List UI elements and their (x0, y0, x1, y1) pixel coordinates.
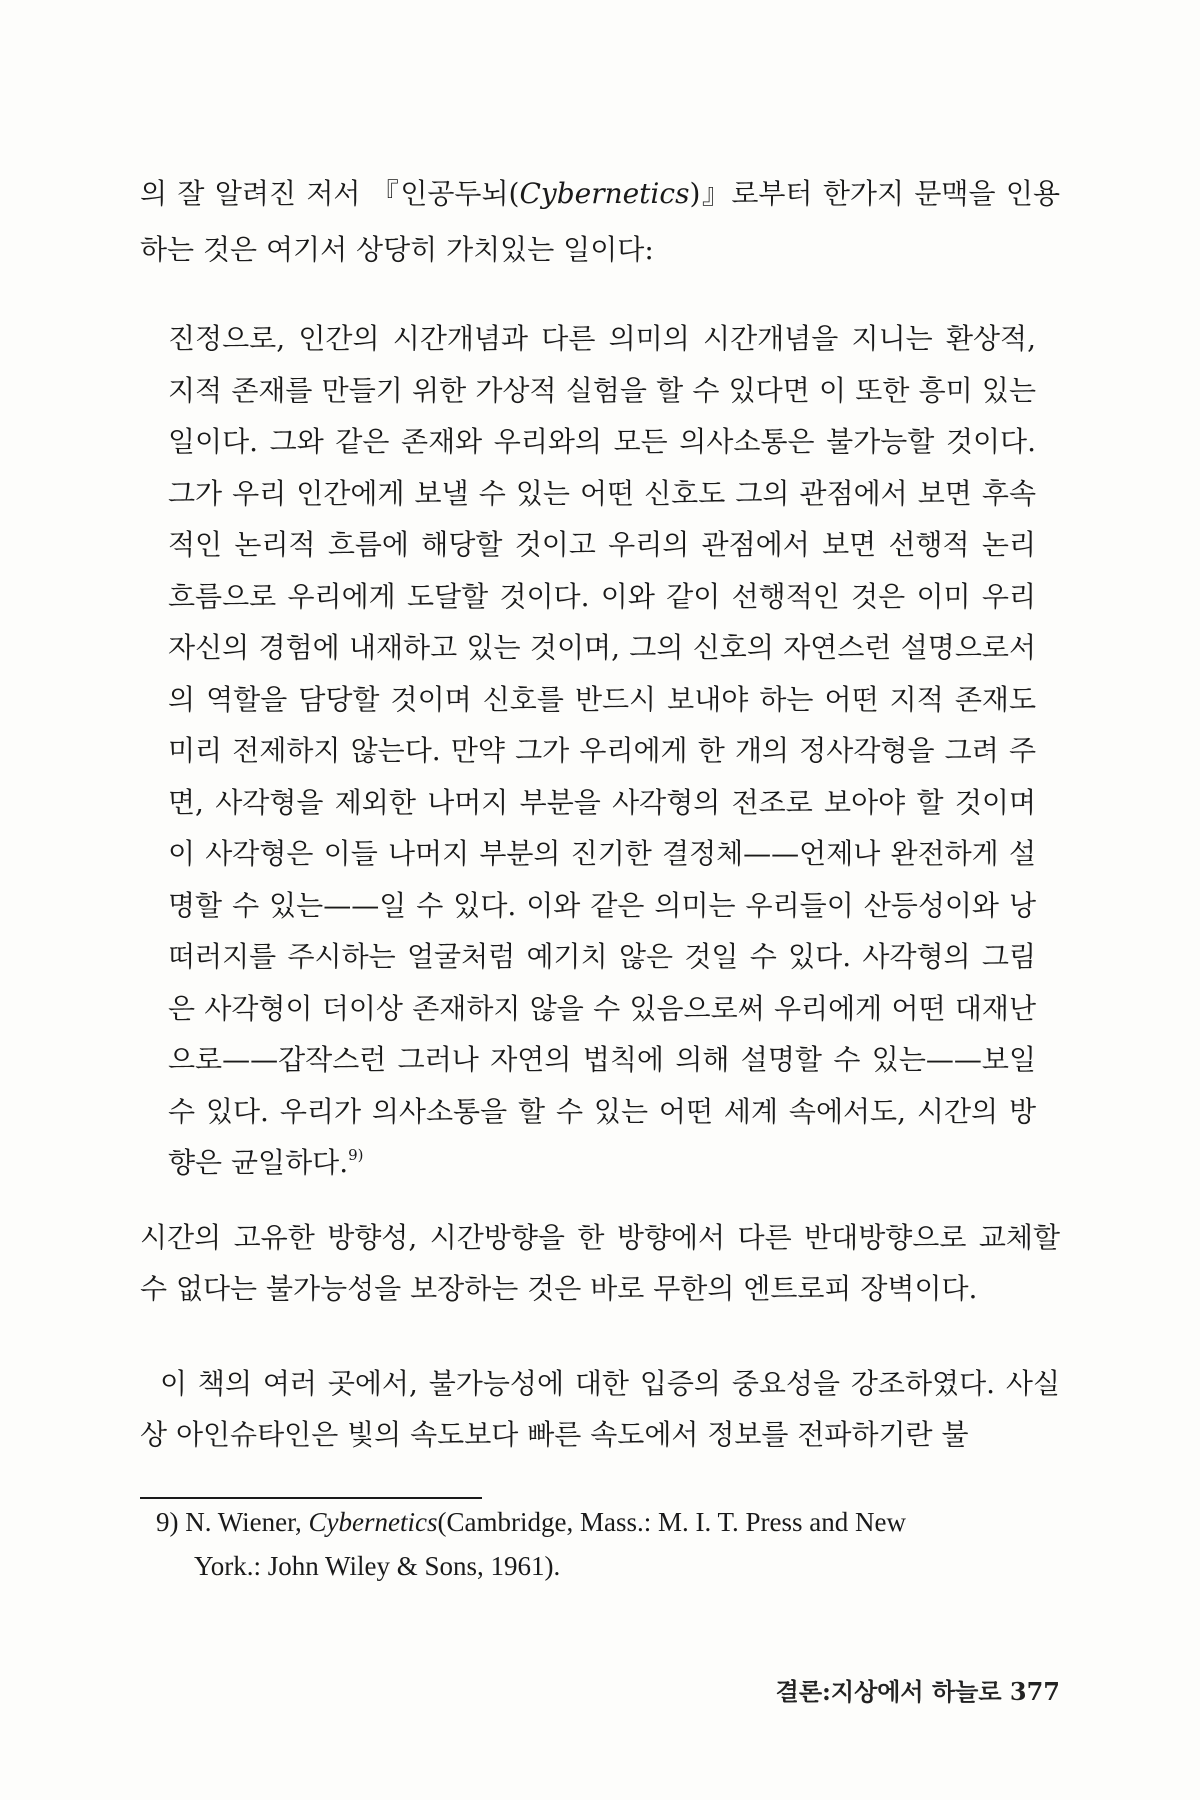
footnote (156, 1500, 1076, 1588)
intro-text-start: 의 잘 알려진 저서 『인공두뇌( (140, 177, 520, 210)
block-quotation (168, 313, 1036, 1189)
footnote-author: N. Wiener, (185, 1507, 302, 1537)
body-paragraph-1: 시간의 고유한 방향성, 시간방향을 한 방향에서 다른 반대방향으로 교체할 수 없다는 불가능성을 보장하는 것은 바로 무한의 엔트로피 장벽이다. (140, 1221, 1060, 1305)
page-number: 377 (1009, 1677, 1060, 1706)
footnote-title: Cybernetics (308, 1507, 438, 1537)
intro-cited-title: Cybernetics (519, 177, 690, 210)
running-footer-section: 결론:지상에서 하늘로 (775, 1677, 1002, 1706)
quotation-text: 진정으로, 인간의 시간개념과 다른 의미의 시간개념을 지니는 환상적, 지적 존재를 만들기 위한 가상적 실험을 할 수 있다면 이 또한 흥미 있는 일이다. 그와 같은 존재와 우리와의 모든 의사소통은 불가능할 것이다. 그가 우리 인간에게 보낼 수 있는 어떤 신호도 그의 관점에서 보면 후속적인 논리적 흐름에 해당할 것이고 우리의 관점에서 보면 선행적 논리 흐름으로 우리에게 도달할 것이다. 이와 같이 선행적인 것은 이미 우리 자신의 경험에 내재하고 있는 것이며, 그의 신호의 자연스런 설명으로서의 역할을 담당할 것이며 신호를 반드시 보내야 하는 어떤 지적 존재도 미리 전제하지 않는다. 만약 그가 우리에게 한 개의 정사각형을 그려 주면, 사각형을 제외한 나머지 부분을 사각형의 전조로 보아야 할 것이며 이 사각형은 이들 나머지 부분의 진기한 결정체——언제나 완전하게 설명할 수 있는——일 수 있다. 이와 같은 의미는 우리들이 산등성이와 낭떠러지를 주시하는 얼굴처럼 예기치 않은 것일 수 있다. 사각형의 그림은 사각형이 더이상 존재하지 않을 수 있음으로써 우리에게 어떤 대재난으로——갑작스런 그러나 자연의 법칙에 의해 설명할 수 있는——보일 수 있다. 우리가 의사소통을 할 수 있는 어떤 세계 속에서도, 시간의 방향은 균일하다. (168, 322, 1036, 1179)
running-footer (776, 1672, 1060, 1707)
intro-text-end: )』로부터 한가지 문맥을 인용하는 것은 여기서 상당히 가치있는 일이다: (140, 177, 1060, 266)
footnote-divider (140, 1497, 482, 1499)
footnote-reference: 9) (348, 1146, 364, 1164)
footnote-line-2: York.: John Wiley & Sons, 1961). (194, 1551, 561, 1581)
footnote-number: 9) (156, 1507, 179, 1537)
intro-paragraph (140, 166, 1060, 278)
body-paragraph-2: 이 책의 여러 곳에서, 불가능성에 대한 입증의 중요성을 강조하였다. 사실상 아인슈타인은 빛의 속도보다 빠른 속도에서 정보를 전파하기란 불 (140, 1367, 1060, 1451)
footnote-line-1 (156, 1500, 1076, 1544)
footnote-publisher: (Cambridge, Mass.: M. I. T. Press and New (437, 1507, 906, 1537)
